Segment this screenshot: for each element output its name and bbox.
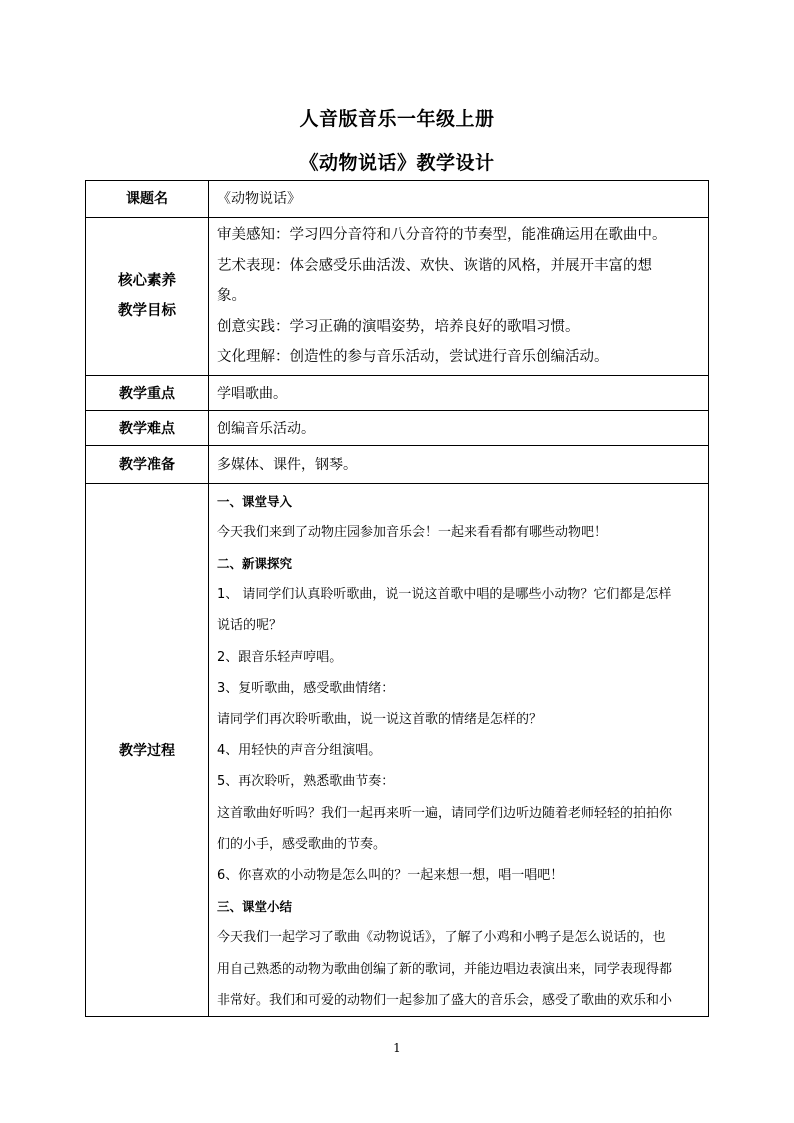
key-points-value: 学唱歌曲。: [209, 375, 709, 410]
process-line: 非常好。我们和可爱的动物们一起参加了盛大的音乐会，感受了歌曲的欢乐和小: [217, 992, 673, 1008]
goals-label: 核心素养 教学目标: [86, 218, 209, 376]
difficulties-row: [86, 410, 709, 445]
process-line: 6、你喜欢的小动物是怎么叫的？一起来想一想，唱一唱吧！: [217, 867, 564, 883]
topic-label: 课题名: [86, 181, 209, 218]
goal-line: 艺术表现：体会感受乐曲活泼、欢快、诙谐的风格，并展开丰富的想: [217, 257, 652, 274]
key-points-row: [86, 375, 709, 410]
process-row: [86, 483, 709, 1016]
process-line: 这首歌曲好听吗？我们一起再来听一遍，请同学们边听边随着老师轻轻的拍拍你: [217, 805, 673, 821]
document-subtitle: 《动物说话》教学设计: [299, 152, 495, 174]
process-line: 用自己熟悉的动物为歌曲创编了新的歌词，并能边唱边表演出来，同学表现得都: [217, 961, 673, 977]
difficulties-label: 教学难点: [86, 410, 209, 445]
section-heading: 三、课堂小结: [217, 899, 293, 915]
process-line: 2、跟音乐轻声哼唱。: [217, 649, 343, 665]
difficulties-value: 创编音乐活动。: [209, 410, 709, 445]
topic-value: 《动物说话》: [209, 181, 709, 218]
process-line: 1、 请同学们认真聆听歌曲，说一说这首歌中唱的是哪些小动物？它们都是怎样: [217, 587, 672, 603]
process-line: 4、用轻快的声音分组演唱。: [217, 743, 382, 759]
process-line: 请同学们再次聆听歌曲，说一说这首歌的情绪是怎样的？: [217, 711, 543, 727]
goal-line: 象。: [217, 288, 246, 304]
section-heading: 二、新课探究: [217, 555, 293, 571]
process-line: 今天我们来到了动物庄园参加音乐会！一起来看看都有哪些动物吧！: [217, 524, 608, 540]
page-number: 1: [393, 1041, 401, 1055]
process-line: 3、复听歌曲，感受歌曲情绪：: [217, 680, 395, 696]
goals-row: [86, 218, 709, 376]
topic-row: [86, 181, 709, 218]
goal-line: 审美感知：学习四分音符和八分音符的节奏型，能准确运用在歌曲中。: [217, 227, 667, 243]
lesson-plan-table: [85, 180, 709, 1017]
process-line: 今天我们一起学习了歌曲《动物说话》，了解了小鸡和小鸭子是怎么说话的，也: [217, 930, 666, 946]
process-content: [209, 483, 709, 1016]
process-label: 教学过程: [86, 483, 209, 1016]
goals-content: [209, 218, 709, 376]
preparation-value: 多媒体、课件，钢琴。: [209, 445, 709, 483]
section-heading: 一、课堂导入: [217, 493, 293, 509]
process-line: 说话的呢？: [217, 618, 283, 634]
process-line: 5、再次聆听，熟悉歌曲节奏：: [217, 774, 395, 790]
preparation-label: 教学准备: [86, 445, 209, 483]
goal-line: 创意实践：学习正确的演唱姿势，培养良好的歌唱习惯。: [217, 318, 580, 335]
key-points-label: 教学重点: [86, 375, 209, 410]
document-title: 人音版音乐一年级上册: [299, 108, 495, 130]
process-line: 们的小手，感受歌曲的节奏。: [217, 836, 387, 852]
preparation-row: [86, 445, 709, 483]
goal-line: 文化理解：创造性的参与音乐活动，尝试进行音乐创编活动。: [217, 349, 609, 365]
